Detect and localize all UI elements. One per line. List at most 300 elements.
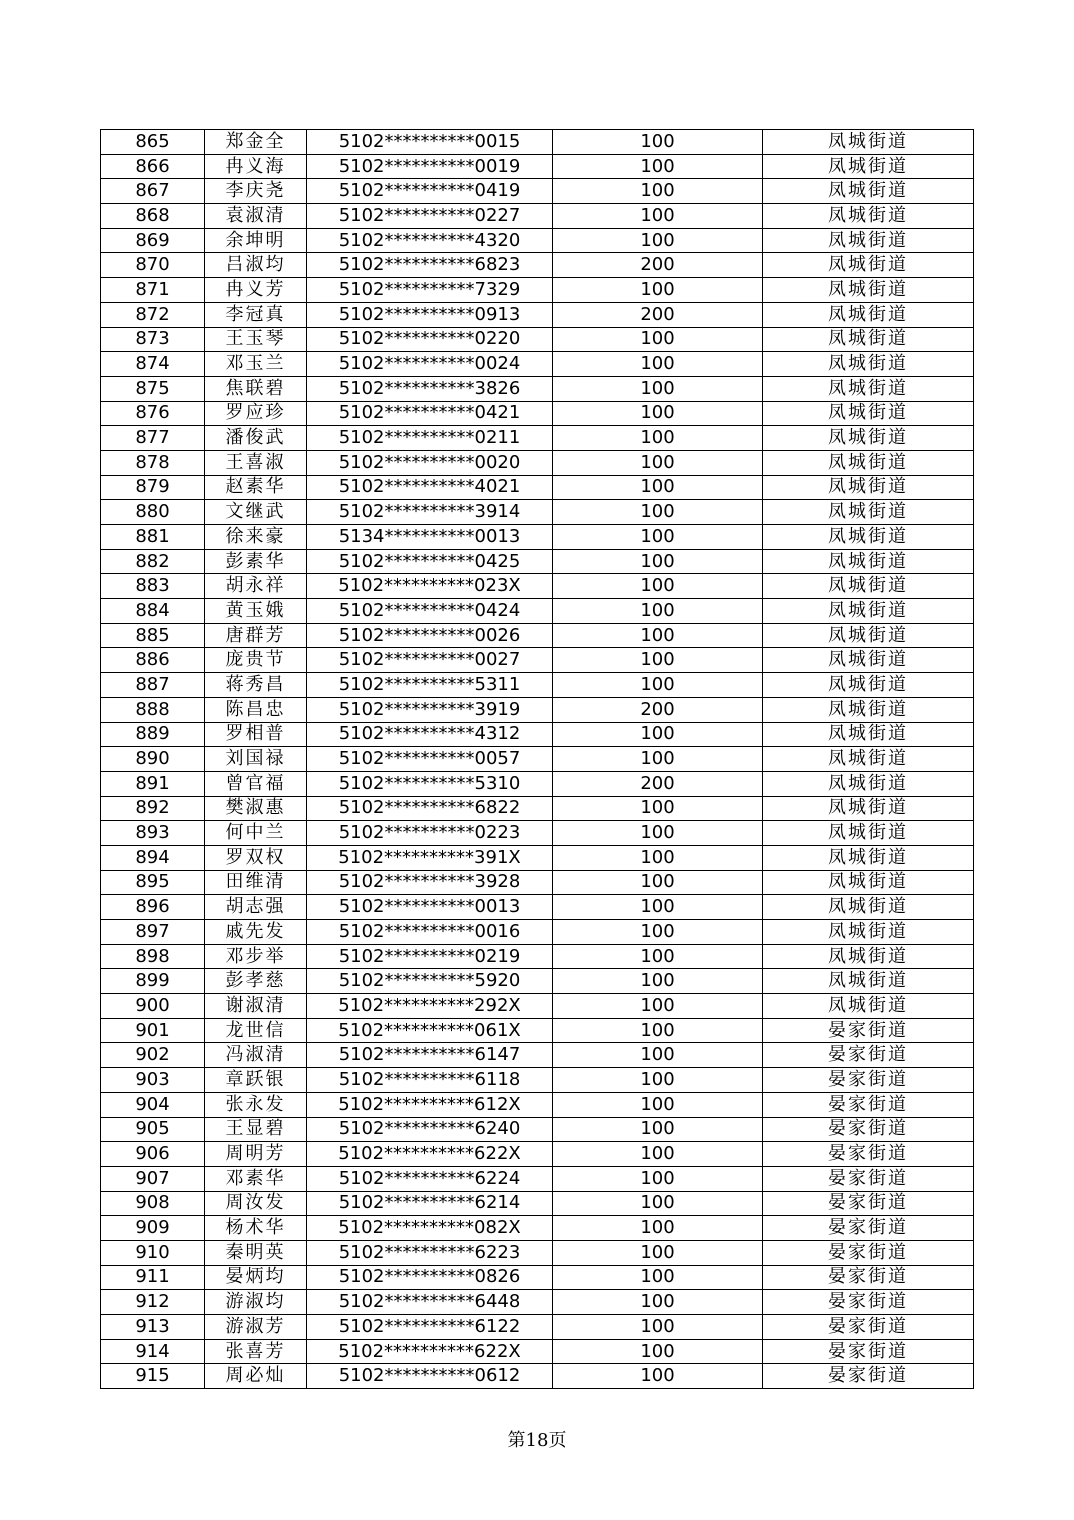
row-number-cell: 865 [101,130,205,155]
row-number-cell: 911 [101,1265,205,1290]
name-cell: 冉义芳 [205,278,307,303]
area-cell: 凤城街道 [763,574,974,599]
row-number-cell: 867 [101,179,205,204]
amount-cell: 100 [553,1018,763,1043]
row-number-cell: 896 [101,895,205,920]
amount-cell: 100 [553,845,763,870]
area-cell: 凤城街道 [763,771,974,796]
row-number-cell: 880 [101,500,205,525]
name-cell: 冉义海 [205,154,307,179]
area-cell: 晏家街道 [763,1315,974,1340]
row-number-cell: 886 [101,648,205,673]
table-row [101,1216,974,1241]
amount-cell: 100 [553,623,763,648]
id-number-cell: 5102**********4312 [307,722,553,747]
id-number-cell: 5102**********7329 [307,278,553,303]
name-cell: 彭孝慈 [205,969,307,994]
area-cell: 凤城街道 [763,278,974,303]
id-number-cell: 5102**********0913 [307,302,553,327]
table-row [101,1265,974,1290]
name-cell: 吕淑均 [205,253,307,278]
amount-cell: 100 [553,1290,763,1315]
amount-cell: 100 [553,327,763,352]
area-cell: 凤城街道 [763,154,974,179]
area-cell: 凤城街道 [763,845,974,870]
row-number-cell: 884 [101,599,205,624]
name-cell: 赵素华 [205,475,307,500]
row-number-cell: 889 [101,722,205,747]
area-cell: 凤城街道 [763,944,974,969]
table-row [101,821,974,846]
name-cell: 胡永祥 [205,574,307,599]
table-row [101,549,974,574]
id-number-cell: 5102**********0015 [307,130,553,155]
amount-cell: 100 [553,352,763,377]
name-cell: 周明芳 [205,1142,307,1167]
area-cell: 凤城街道 [763,549,974,574]
name-cell: 张喜芳 [205,1339,307,1364]
area-cell: 凤城街道 [763,253,974,278]
table-row [101,599,974,624]
area-cell: 晏家街道 [763,1142,974,1167]
table-row [101,1191,974,1216]
row-number-cell: 893 [101,821,205,846]
row-number-cell: 904 [101,1092,205,1117]
data-table [100,129,974,1389]
id-number-cell: 5102**********0424 [307,599,553,624]
area-cell: 晏家街道 [763,1339,974,1364]
id-number-cell: 5134**********0013 [307,525,553,550]
amount-cell: 200 [553,697,763,722]
id-number-cell: 5102**********391X [307,845,553,870]
id-number-cell: 5102**********0421 [307,401,553,426]
row-number-cell: 905 [101,1117,205,1142]
area-cell: 凤城街道 [763,228,974,253]
table-row [101,994,974,1019]
row-number-cell: 882 [101,549,205,574]
name-cell: 余坤明 [205,228,307,253]
amount-cell: 200 [553,253,763,278]
id-number-cell: 5102**********0026 [307,623,553,648]
area-cell: 凤城街道 [763,401,974,426]
name-cell: 樊淑惠 [205,796,307,821]
area-cell: 凤城街道 [763,327,974,352]
id-number-cell: 5102**********622X [307,1339,553,1364]
row-number-cell: 912 [101,1290,205,1315]
table-row [101,352,974,377]
amount-cell: 100 [553,228,763,253]
id-number-cell: 5102**********5311 [307,673,553,698]
row-number-cell: 872 [101,302,205,327]
table-row [101,1364,974,1389]
row-number-cell: 879 [101,475,205,500]
area-cell: 晏家街道 [763,1043,974,1068]
amount-cell: 100 [553,401,763,426]
table-row [101,673,974,698]
area-cell: 凤城街道 [763,895,974,920]
amount-cell: 100 [553,1191,763,1216]
id-number-cell: 5102**********0220 [307,327,553,352]
area-cell: 晏家街道 [763,1290,974,1315]
amount-cell: 100 [553,870,763,895]
amount-cell: 100 [553,426,763,451]
area-cell: 凤城街道 [763,450,974,475]
table-row [101,1339,974,1364]
name-cell: 戚先发 [205,920,307,945]
id-number-cell: 5102**********0219 [307,944,553,969]
id-number-cell: 5102**********0419 [307,179,553,204]
id-number-cell: 5102**********6223 [307,1240,553,1265]
id-number-cell: 5102**********6214 [307,1191,553,1216]
table-row [101,426,974,451]
id-number-cell: 5102**********3928 [307,870,553,895]
row-number-cell: 885 [101,623,205,648]
amount-cell: 100 [553,994,763,1019]
name-cell: 郑金全 [205,130,307,155]
amount-cell: 100 [553,204,763,229]
table-row [101,1142,974,1167]
amount-cell: 100 [553,154,763,179]
name-cell: 田维清 [205,870,307,895]
area-cell: 凤城街道 [763,969,974,994]
table-row [101,278,974,303]
row-number-cell: 908 [101,1191,205,1216]
row-number-cell: 888 [101,697,205,722]
name-cell: 冯淑清 [205,1043,307,1068]
row-number-cell: 913 [101,1315,205,1340]
id-number-cell: 5102**********6118 [307,1068,553,1093]
table-row [101,697,974,722]
area-cell: 凤城街道 [763,821,974,846]
area-cell: 晏家街道 [763,1216,974,1241]
id-number-cell: 5102**********6224 [307,1166,553,1191]
row-number-cell: 870 [101,253,205,278]
amount-cell: 200 [553,771,763,796]
row-number-cell: 910 [101,1240,205,1265]
id-number-cell: 5102**********6822 [307,796,553,821]
amount-cell: 200 [553,302,763,327]
area-cell: 凤城街道 [763,426,974,451]
amount-cell: 100 [553,599,763,624]
area-cell: 晏家街道 [763,1240,974,1265]
area-cell: 凤城街道 [763,697,974,722]
table-row [101,475,974,500]
row-number-cell: 878 [101,450,205,475]
name-cell: 罗应珍 [205,401,307,426]
name-cell: 陈昌忠 [205,697,307,722]
row-number-cell: 869 [101,228,205,253]
table-row [101,1315,974,1340]
id-number-cell: 5102**********0227 [307,204,553,229]
area-cell: 晏家街道 [763,1166,974,1191]
table-row [101,722,974,747]
amount-cell: 100 [553,969,763,994]
table-row [101,1018,974,1043]
row-number-cell: 883 [101,574,205,599]
name-cell: 秦明英 [205,1240,307,1265]
amount-cell: 100 [553,179,763,204]
area-cell: 凤城街道 [763,870,974,895]
amount-cell: 100 [553,130,763,155]
area-cell: 晏家街道 [763,1265,974,1290]
name-cell: 袁淑清 [205,204,307,229]
name-cell: 张永发 [205,1092,307,1117]
row-number-cell: 866 [101,154,205,179]
id-number-cell: 5102**********6147 [307,1043,553,1068]
table-row [101,944,974,969]
table-row [101,1240,974,1265]
row-number-cell: 907 [101,1166,205,1191]
row-number-cell: 871 [101,278,205,303]
table-row [101,376,974,401]
area-cell: 晏家街道 [763,1092,974,1117]
id-number-cell: 5102**********0612 [307,1364,553,1389]
name-cell: 庞贵节 [205,648,307,673]
amount-cell: 100 [553,549,763,574]
name-cell: 王显碧 [205,1117,307,1142]
name-cell: 邓玉兰 [205,352,307,377]
table-row [101,327,974,352]
table-row [101,771,974,796]
amount-cell: 100 [553,944,763,969]
name-cell: 蒋秀昌 [205,673,307,698]
amount-cell: 100 [553,278,763,303]
amount-cell: 100 [553,1166,763,1191]
table-row [101,204,974,229]
name-cell: 彭素华 [205,549,307,574]
id-number-cell: 5102**********0027 [307,648,553,673]
table-row [101,302,974,327]
table-row [101,130,974,155]
amount-cell: 100 [553,1364,763,1389]
amount-cell: 100 [553,920,763,945]
area-cell: 凤城街道 [763,599,974,624]
id-number-cell: 5102**********0223 [307,821,553,846]
id-number-cell: 5102**********0211 [307,426,553,451]
name-cell: 邓素华 [205,1166,307,1191]
name-cell: 王喜淑 [205,450,307,475]
area-cell: 凤城街道 [763,525,974,550]
area-cell: 凤城街道 [763,920,974,945]
area-cell: 凤城街道 [763,302,974,327]
name-cell: 文继武 [205,500,307,525]
table-row [101,969,974,994]
id-number-cell: 5102**********023X [307,574,553,599]
table-body [101,130,974,1389]
table-row [101,870,974,895]
id-number-cell: 5102**********292X [307,994,553,1019]
row-number-cell: 895 [101,870,205,895]
row-number-cell: 915 [101,1364,205,1389]
table-row [101,574,974,599]
amount-cell: 100 [553,796,763,821]
table-row [101,895,974,920]
table-row [101,1068,974,1093]
row-number-cell: 906 [101,1142,205,1167]
area-cell: 晏家街道 [763,1117,974,1142]
table-row [101,747,974,772]
name-cell: 徐来豪 [205,525,307,550]
row-number-cell: 894 [101,845,205,870]
id-number-cell: 5102**********6122 [307,1315,553,1340]
row-number-cell: 875 [101,376,205,401]
row-number-cell: 899 [101,969,205,994]
id-number-cell: 5102**********6240 [307,1117,553,1142]
table-row [101,179,974,204]
table-row [101,450,974,475]
row-number-cell: 914 [101,1339,205,1364]
row-number-cell: 876 [101,401,205,426]
name-cell: 游淑芳 [205,1315,307,1340]
row-number-cell: 887 [101,673,205,698]
area-cell: 晏家街道 [763,1018,974,1043]
id-number-cell: 5102**********4021 [307,475,553,500]
amount-cell: 100 [553,1142,763,1167]
name-cell: 游淑均 [205,1290,307,1315]
id-number-cell: 5102**********6448 [307,1290,553,1315]
row-number-cell: 900 [101,994,205,1019]
area-cell: 凤城街道 [763,130,974,155]
id-number-cell: 5102**********0013 [307,895,553,920]
table-row [101,253,974,278]
name-cell: 王玉琴 [205,327,307,352]
table-row [101,1166,974,1191]
name-cell: 焦联碧 [205,376,307,401]
row-number-cell: 881 [101,525,205,550]
table-row [101,401,974,426]
name-cell: 杨术华 [205,1216,307,1241]
area-cell: 晏家街道 [763,1364,974,1389]
id-number-cell: 5102**********3914 [307,500,553,525]
id-number-cell: 5102**********0024 [307,352,553,377]
area-cell: 凤城街道 [763,673,974,698]
name-cell: 曾官福 [205,771,307,796]
amount-cell: 100 [553,500,763,525]
amount-cell: 100 [553,1216,763,1241]
id-number-cell: 5102**********0016 [307,920,553,945]
area-cell: 凤城街道 [763,623,974,648]
area-cell: 凤城街道 [763,376,974,401]
name-cell: 李庆尧 [205,179,307,204]
amount-cell: 100 [553,1092,763,1117]
table-row [101,845,974,870]
area-cell: 凤城街道 [763,352,974,377]
area-cell: 晏家街道 [763,1068,974,1093]
amount-cell: 100 [553,895,763,920]
id-number-cell: 5102**********4320 [307,228,553,253]
name-cell: 刘国禄 [205,747,307,772]
amount-cell: 100 [553,648,763,673]
row-number-cell: 909 [101,1216,205,1241]
row-number-cell: 902 [101,1043,205,1068]
id-number-cell: 5102**********612X [307,1092,553,1117]
amount-cell: 100 [553,747,763,772]
name-cell: 晏炳均 [205,1265,307,1290]
id-number-cell: 5102**********061X [307,1018,553,1043]
amount-cell: 100 [553,1117,763,1142]
row-number-cell: 877 [101,426,205,451]
name-cell: 章跃银 [205,1068,307,1093]
id-number-cell: 5102**********5920 [307,969,553,994]
name-cell: 罗相普 [205,722,307,747]
name-cell: 邓步举 [205,944,307,969]
name-cell: 李冠真 [205,302,307,327]
table-row [101,525,974,550]
name-cell: 龙世信 [205,1018,307,1043]
amount-cell: 100 [553,1339,763,1364]
amount-cell: 100 [553,722,763,747]
id-number-cell: 5102**********0826 [307,1265,553,1290]
id-number-cell: 5102**********0020 [307,450,553,475]
row-number-cell: 897 [101,920,205,945]
area-cell: 凤城街道 [763,204,974,229]
name-cell: 胡志强 [205,895,307,920]
row-number-cell: 901 [101,1018,205,1043]
id-number-cell: 5102**********0425 [307,549,553,574]
amount-cell: 100 [553,525,763,550]
amount-cell: 100 [553,475,763,500]
amount-cell: 100 [553,450,763,475]
amount-cell: 100 [553,574,763,599]
area-cell: 凤城街道 [763,648,974,673]
table-row [101,1290,974,1315]
area-cell: 凤城街道 [763,796,974,821]
row-number-cell: 892 [101,796,205,821]
area-cell: 凤城街道 [763,722,974,747]
id-number-cell: 5102**********3919 [307,697,553,722]
row-number-cell: 890 [101,747,205,772]
row-number-cell: 903 [101,1068,205,1093]
name-cell: 黄玉娥 [205,599,307,624]
amount-cell: 100 [553,1068,763,1093]
table-row [101,1117,974,1142]
row-number-cell: 873 [101,327,205,352]
amount-cell: 100 [553,1240,763,1265]
area-cell: 凤城街道 [763,994,974,1019]
table-row [101,648,974,673]
name-cell: 何中兰 [205,821,307,846]
table-row [101,920,974,945]
id-number-cell: 5102**********3826 [307,376,553,401]
amount-cell: 100 [553,821,763,846]
id-number-cell: 5102**********6823 [307,253,553,278]
amount-cell: 100 [553,1043,763,1068]
id-number-cell: 5102**********622X [307,1142,553,1167]
id-number-cell: 5102**********0057 [307,747,553,772]
name-cell: 周汝发 [205,1191,307,1216]
name-cell: 谢淑清 [205,994,307,1019]
name-cell: 潘俊武 [205,426,307,451]
table-row [101,1043,974,1068]
row-number-cell: 874 [101,352,205,377]
id-number-cell: 5102**********082X [307,1216,553,1241]
area-cell: 凤城街道 [763,747,974,772]
table-row [101,228,974,253]
area-cell: 凤城街道 [763,500,974,525]
amount-cell: 100 [553,673,763,698]
amount-cell: 100 [553,1265,763,1290]
table-row [101,623,974,648]
row-number-cell: 868 [101,204,205,229]
id-number-cell: 5102**********5310 [307,771,553,796]
area-cell: 凤城街道 [763,475,974,500]
amount-cell: 100 [553,1315,763,1340]
name-cell: 唐群芳 [205,623,307,648]
table-row [101,500,974,525]
table-row [101,154,974,179]
row-number-cell: 898 [101,944,205,969]
area-cell: 晏家街道 [763,1191,974,1216]
